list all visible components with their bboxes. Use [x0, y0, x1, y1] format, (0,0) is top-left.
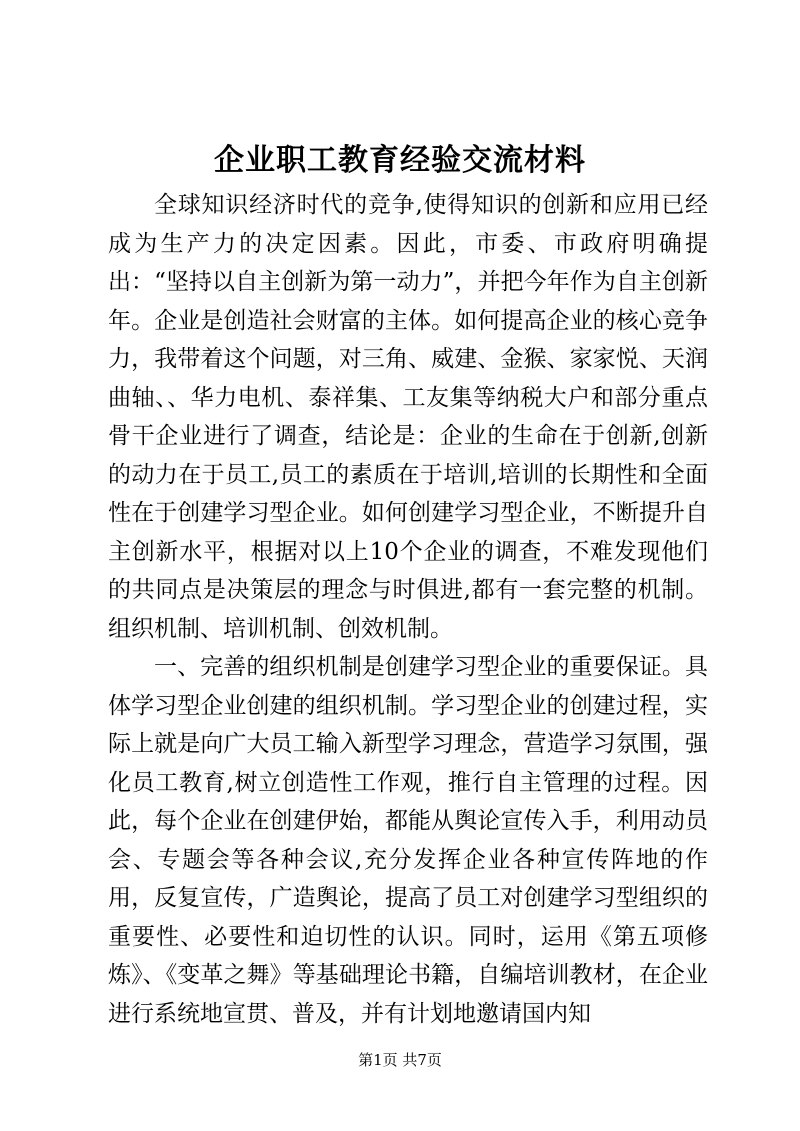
paragraph-organization-mechanism: 一、完善的组织机制是创建学习型企业的重要保证。具体学习型企业创建的组织机制。学习型企业的创建过程，实际上就是向广大员工输入新型学习理念，营造学习氛围，强化员工教育,树立创造性工作观，推行自主管理的过程。因此，每个企业在创建伊始，都能从舆论宣传入手，利用动员会、专题会等各种会议,充分发挥企业各种宣传阵地的作用，反复宣传，广造舆论，提高了员工对创建学习型组织的重要性、必要性和迫切性的认识。同时，运用《第五项修炼》、《变革之舞》等基础理论书籍，自编培训教材，在企业进行系统地宣贯、普及，并有计划地邀请国内知 [108, 654, 708, 1027]
page-number-footer: 第1页 共7页 [358, 1051, 442, 1069]
document-body [108, 186, 708, 1033]
paragraph-intro: 全球知识经济时代的竞争,使得知识的创新和应用已经成为生产力的决定因素。因此，市委、市政府明确提出：“坚持以自主创新为第一动力”，并把今年作为自主创新年。企业是创造社会财富的主体。如何提高企业的核心竞争力，我带着这个问题，对三角、威建、金猴、家家悦、天润曲轴、、华力电机、泰祥集、工友集等纳税大户和部分重点骨干企业进行了调查，结论是：企业的生命在于创新,创新的动力在于员工,员工的素质在于培训,培训的长期性和全面性在于创建学习型企业。如何创建学习型企业，不断提升自主创新水平，根据对以上10个企业的调查，不难发现他们的共同点是决策层的理念与时俱进,都有一套完整的机制。组织机制、培训机制、创效机制。 [108, 192, 708, 642]
document-title: 企业职工教育经验交流材料 [214, 143, 586, 178]
